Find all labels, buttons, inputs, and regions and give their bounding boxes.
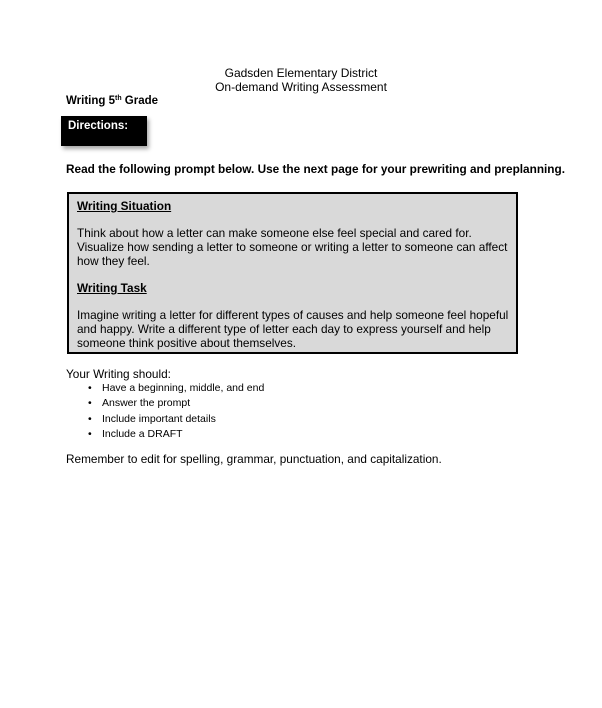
- situation-heading: Writing Situation: [77, 199, 172, 213]
- list-item-text: Include important details: [102, 412, 216, 425]
- directions-label: Directions:: [68, 120, 129, 132]
- reminder-text: Remember to edit for spelling, grammar, punctuation, and capitalization.: [66, 452, 442, 466]
- grade-prefix: Writing 5: [66, 95, 115, 107]
- list-item: [88, 427, 264, 442]
- bullet-icon: •: [88, 397, 92, 410]
- task-heading: Writing Task: [77, 281, 147, 295]
- list-item-text: Answer the prompt: [102, 397, 191, 410]
- grade-superscript: th: [114, 95, 122, 102]
- bullet-icon: •: [88, 427, 92, 440]
- bullet-icon: •: [88, 412, 92, 425]
- directions-banner: [61, 116, 147, 146]
- task-text: Imagine writing a letter for different types of causes and help someone feel hopeful and happy. Write a different type of letter each day to express yourself and help someone think positive about themselves.: [77, 308, 509, 350]
- checklist: [88, 381, 264, 442]
- grade-suffix: Grade: [121, 95, 159, 107]
- district-title: Gadsden Elementary District: [224, 66, 378, 80]
- list-item: [88, 381, 264, 396]
- bullet-icon: •: [88, 382, 92, 394]
- list-item-text: Have a beginning, middle, and end: [102, 382, 265, 394]
- list-item: [88, 412, 264, 427]
- list-item: [88, 396, 264, 411]
- checklist-heading: Your Writing should:: [66, 367, 171, 381]
- grade-heading: [66, 95, 158, 107]
- list-item-text: Include a DRAFT: [102, 427, 183, 440]
- prompt-box: [67, 192, 518, 354]
- assessment-title: On-demand Writing Assessment: [215, 80, 387, 94]
- situation-text: Think about how a letter can make someone else feel special and cared for. Visualize how sending a letter to someone or writing a letter to someone can affect how they feel.: [77, 226, 508, 268]
- prompt-instruction: Read the following prompt below. Use the next page for your prewriting and preplanning.: [66, 162, 565, 176]
